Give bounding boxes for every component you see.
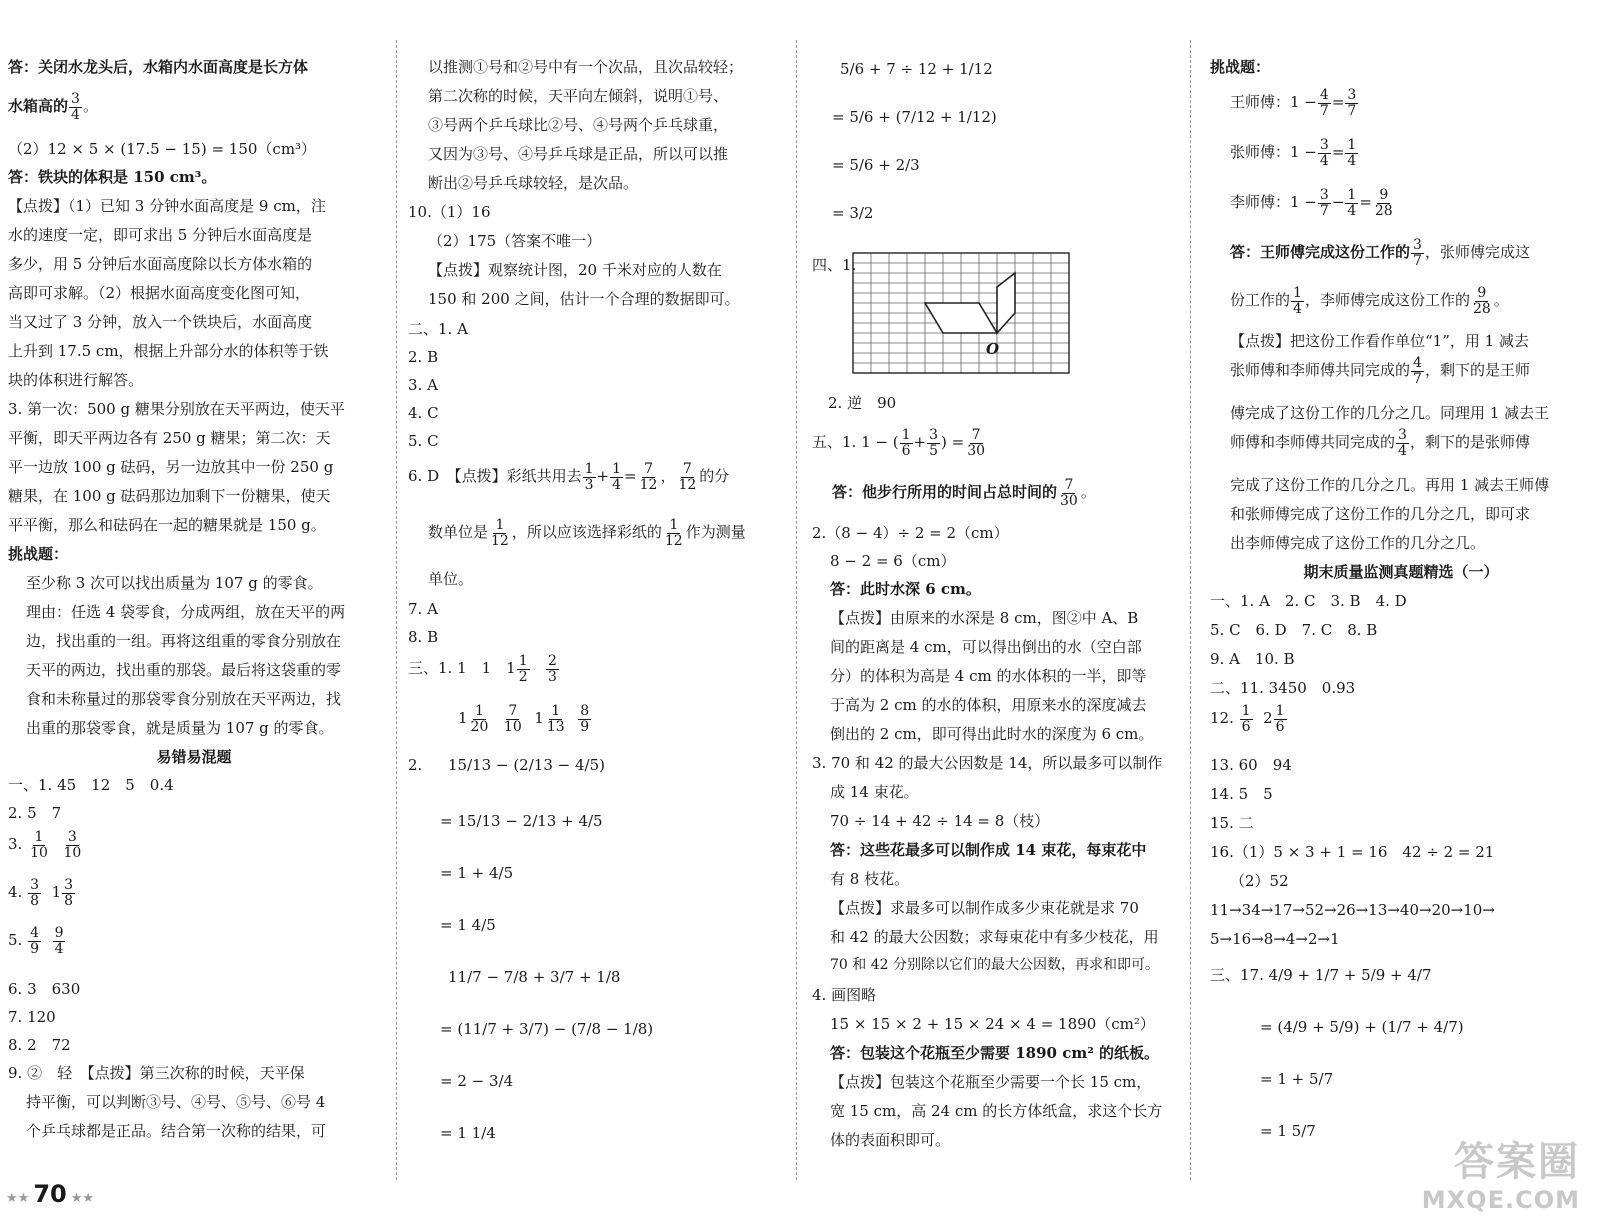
answer-line: 份工作的 $\frac{1}{4}$ ，李师傅完成这份工作的 $\frac{9}{28}$ 。 [1230,285,1509,317]
answer-line: 8. B [408,628,439,646]
hint-line: 间的距离是 4 cm，可以得出倒出的水（空白部 [830,638,1142,656]
section-title: 易错易混题 [156,748,232,766]
hint-line: 于高为 2 cm 的水的体积，用原来水的深度减去 [830,696,1147,714]
answer-line: 9. A 10. B [1210,650,1295,668]
hint-line: 第二次称的时候，天平向左倾斜，说明①号、 [428,87,729,105]
answer-line: 7. 120 [8,1008,56,1026]
hint-line: 分）的体积为高是 4 cm 的水体积的一半，即等 [830,667,1147,685]
answer-line: 14. 5 5 [1210,785,1273,803]
answer-line: 水箱高的 $\frac{3}{4}$ 。 [8,91,98,123]
text-line: 天平的两边，找出重的那袋。最后将这袋重的零 [26,661,342,679]
star-icon: ★★ [70,1191,95,1206]
hint-line: 完成了这份工作的几分之几。再用 1 减去王师傅 [1230,476,1550,494]
answer-line: 三、1. 1 1 1 $\frac{1}{2}$ $\frac{2}{3}$ [408,653,557,685]
section-title: 期末质量监测真题精选（一） [1303,563,1499,581]
hint-line: ③号两个乒乓球比②号、④号两个乒乓球重， [428,116,729,134]
equation-line: = 5/6 + (7/12 + 1/12) [832,108,997,126]
equation-line: （2）12 × 5 × (17.5 − 15) = 150（cm³） [8,140,317,158]
hint-line: 块的体积进行解答。 [8,371,144,389]
column-divider [396,40,397,1180]
text-line: 糖果，在 100 g 砝码那边加剩下一份糖果，使天 [8,487,331,505]
answer-line: 2. 5 7 [8,804,62,822]
text-line: 3. 第一次：500 g 糖果分别放在天平两边，使天平 [8,400,345,418]
item-number: 四、1. [812,256,857,274]
answer-line: 1 $\frac{1}{20}$ $\frac{7}{10}$ 1 $\frac{1}{13}$ $\frac{8}{9}$ [458,703,590,735]
answer-line: 7. A [408,600,438,618]
sequence-line: 5→16→8→4→2→1 [1210,930,1340,948]
answer-line: 答：包装这个花瓶至少需要 1890 cm² 的纸板。 [830,1044,1159,1062]
hint-line: 出李师傅完成了这份工作的几分之几。 [1230,534,1486,552]
hint-line: 150 和 200 之间，估计一个合理的数据即可。 [428,290,740,308]
equation-line: = (4/9 + 5/9) + (1/7 + 4/7) [1260,1018,1464,1036]
answer-line: 4. C [408,404,439,422]
equation-line: 三、17. 4/9 + 1/7 + 5/9 + 4/7 [1210,966,1432,984]
watermark-logo: 答案圈 MXQE.COM [1421,1139,1580,1215]
hint-line: 高即可求解。（2）根据水面高度变化图可知， [8,284,311,302]
text-line: 理由：任选 4 袋零食，分成两组，放在天平的两 [26,603,346,621]
hint-line: 【点拨】由原来的水深是 8 cm，图②中 A、B [830,609,1139,627]
equation-line: 70 ÷ 14 + 42 ÷ 14 = 8（枝） [830,812,1050,830]
text-line: 4. 画图略 [812,986,877,1004]
equation-line: = 3/2 [832,204,874,222]
answer-line: 5. C [408,432,439,450]
hint-line: 师傅和李师傅共同完成的 $\frac{3}{4}$ ，剩下的是张师傅 [1230,427,1530,459]
text-line: 出重的那袋零食，就是质量为 107 g 的零食。 [26,719,334,737]
answer-line: 10.（1）16 [408,203,491,221]
hint-line: 傅完成了这份工作的几分之几。同理用 1 减去王 [1230,404,1550,422]
column-divider [796,40,797,1180]
answer-line: （2）52 [1230,872,1289,890]
equation-line: 2.（8 − 4）÷ 2 = 2（cm） [812,524,1009,542]
hint-line: 【点拨】把这份工作看作单位“1”，用 1 减去 [1230,332,1529,350]
answer-line: 5. $\frac{4}{9}$ $\frac{9}{4}$ [8,925,64,957]
equation-line: 15/13 − (2/13 − 4/5) [448,756,605,774]
answer-line: 答：铁块的体积是 150 cm³。 [8,168,217,186]
section-heading: 挑战题： [1210,58,1271,76]
answer-line: 五、1. 1 − ( $\frac{1}{6}$ + $\frac{3}{5}$ ) = $\frac{7}{30}$ [812,427,986,459]
hint-line: 上升到 17.5 cm，根据上升部分水的体积等于铁 [8,342,329,360]
equation-line: = 1 4/5 [440,916,496,934]
answer-line: 3. $\frac{1}{10}$ $\frac{3}{10}$ [8,829,82,861]
text-line: 3. 70 和 42 的最大公因数是 14，所以最多可以制作 [812,754,1163,772]
answer-line: 13. 60 94 [1210,756,1292,774]
answer-line: 2. B [408,348,439,366]
page-number: ★★ 70 ★★ [6,1180,95,1208]
equation-line: = (11/7 + 3/7) − (7/8 − 1/8) [440,1020,654,1038]
equation-line: = 15/13 − 2/13 + 4/5 [440,812,603,830]
equation-line: = 1 + 5/7 [1260,1070,1334,1088]
answer-line: 16.（1）5 × 3 + 1 = 16 42 ÷ 2 = 21 [1210,843,1495,861]
answer-line: 5. C 6. D 7. C 8. B [1210,621,1378,639]
equation-line: 8 − 2 = 6（cm） [830,552,956,570]
equation-line: = 1 5/7 [1260,1122,1316,1140]
text-line: 平一边放 100 g 砝码，另一边放其中一份 250 g [8,458,334,476]
hint-line: 断出②号乒乓球较轻，是次品。 [428,174,639,192]
text-line: 至少称 3 次可以找出质量为 107 g 的零食。 [26,574,323,592]
equation-line: 李师傅：1 − $\frac{3}{7}$ − $\frac{1}{4}$ = $\frac{9}{28}$ [1230,187,1393,219]
answer-line: 8. 2 72 [8,1036,71,1054]
equation-line: = 2 − 3/4 [440,1072,514,1090]
hint-line: 和 42 的最大公因数；求每束花中有多少枝花，用 [830,928,1159,946]
fraction: $\frac{3}{4}$ [71,91,80,123]
rotation-grid-figure [852,252,1070,382]
answer-line: 15. 二 [1210,814,1254,832]
hint-line: 个乒乓球都是正品。结合第一次称的结果，可 [26,1122,327,1140]
text-line: 平平衡，那么和砝码在一起的糖果就是 150 g。 [8,516,326,534]
hint-line: 又因为③号、④号乒乓球是正品，所以可以推 [428,145,729,163]
answer-line: 答：王师傅完成这份工作的 $\frac{3}{7}$ ，张师傅完成这 [1230,237,1530,269]
hint-line: 【点拨】求最多可以制作成多少束花就是求 70 [830,899,1139,917]
hint-line: 多少，用 5 分钟后水面高度除以长方体水箱的 [8,255,313,273]
column-divider [1190,40,1191,1180]
answer-line: 二、1. A [408,320,468,338]
equation-line: = 1 1/4 [440,1124,496,1142]
answer-line: （2）175（答案不唯一） [428,232,602,250]
hint-line: 体的表面积即可。 [830,1131,951,1149]
answer-line: 12. $\frac{1}{6}$ 2 $\frac{1}{6}$ [1210,703,1285,735]
text-line: 边，找出重的一组。再将这组重的零食分别放在 [26,632,342,650]
section-heading: 挑战题： [8,545,69,563]
hint-line: 【点拨】观察统计图，20 千米对应的人数在 [428,261,722,279]
answer-line: 一、1. A 2. C 3. B 4. D [1210,592,1407,610]
answer-line: 答：此时水深 6 cm。 [830,580,981,598]
text-line: 食和未称量过的那袋零食分别放在天平两边，找 [26,690,342,708]
hint-line: 70 和 42 分别除以它们的最大公因数，再求和即可。 [830,957,1159,973]
equation-line: 5/6 + 7 ÷ 12 + 1/12 [840,60,993,78]
hint-line: 单位。 [428,570,474,588]
item-number: 2. [408,756,423,774]
answer-line: 答：关闭水龙头后，水箱内水面高度是长方体 [8,58,309,76]
answer-line: 有 8 枝花。 [830,870,910,888]
answer-line: 9. ② 轻 【点拨】第三次称的时候，天平保 [8,1064,305,1082]
text-line: 平衡，即天平两边各有 250 g 糖果；第二次：天 [8,429,331,447]
answer-line: 答：这些花最多可以制作成 14 束花，每束花中 [830,841,1147,859]
text-line: 成 14 束花。 [830,783,919,801]
hint-line: 数单位是 $\frac{1}{12}$ ，所以应该选择彩纸的 $\frac{1}{12}$ 作为测量 [428,517,746,549]
equation-line: 张师傅：1 − $\frac{3}{4}$ = $\frac{1}{4}$ [1230,137,1357,169]
hint-line: 倒出的 2 cm，即可得出此时水的深度为 6 cm。 [830,725,1154,743]
answer-line: 2. 逆 90 [828,394,897,412]
equation-line: = 5/6 + 2/3 [832,156,920,174]
answer-line: 4. $\frac{3}{8}$ 1 $\frac{3}{8}$ [8,877,74,909]
hint-line: 宽 15 cm，高 24 cm 的长方体纸盒，求这个长方 [830,1102,1163,1120]
equation-line: 15 × 15 × 2 + 15 × 24 × 4 = 1890（cm²） [830,1015,1155,1033]
hint-line: 当又过了 3 分钟，放入一个铁块后，水面高度 [8,313,313,331]
equation-line: 王师傅：1 − $\frac{4}{7}$ = $\frac{3}{7}$ [1230,87,1357,119]
hint-line: 持平衡，可以判断③号、④号、⑤号、⑥号 4 [26,1093,326,1111]
sequence-line: 11→34→17→52→26→13→40→20→10→ [1210,901,1495,919]
hint-line: 以推测①号和②号中有一个次品，且次品较轻； [428,58,744,76]
hint-line: 【点拨】包装这个花瓶至少需要一个长 15 cm， [830,1073,1152,1091]
origin-label: O [986,340,1000,358]
answer-line: 6. D 【点拨】彩纸共用去 $\frac{1}{3}$ + $\frac{1}{4}$ = $\frac{7}{12}$ ， $\frac{7}{12}$ 的分 [408,461,730,493]
hint-line: 【点拨】（1）已知 3 分钟水面高度是 9 cm，注 [8,197,326,215]
answer-line: 6. 3 630 [8,980,81,998]
answer-line: 一、1. 45 12 5 0.4 [8,776,174,794]
hint-line: 和张师傅完成了这份工作的几分之几，即可求 [1230,505,1531,523]
answer-line: 3. A [408,376,438,394]
equation-line: 11/7 − 7/8 + 3/7 + 1/8 [448,968,621,986]
star-icon: ★★ [6,1191,30,1206]
equation-line: = 1 + 4/5 [440,864,514,882]
hint-line: 张师傅和李师傅共同完成的 $\frac{4}{7}$ ，剩下的是王师 [1230,355,1530,387]
answer-line: 答：他步行所用的时间占总时间的 $\frac{7}{30}$ 。 [832,477,1096,509]
answer-line: 二、11. 3450 0.93 [1210,679,1356,697]
hint-line: 水的速度一定，即可求出 5 分钟后水面高度是 [8,226,313,244]
